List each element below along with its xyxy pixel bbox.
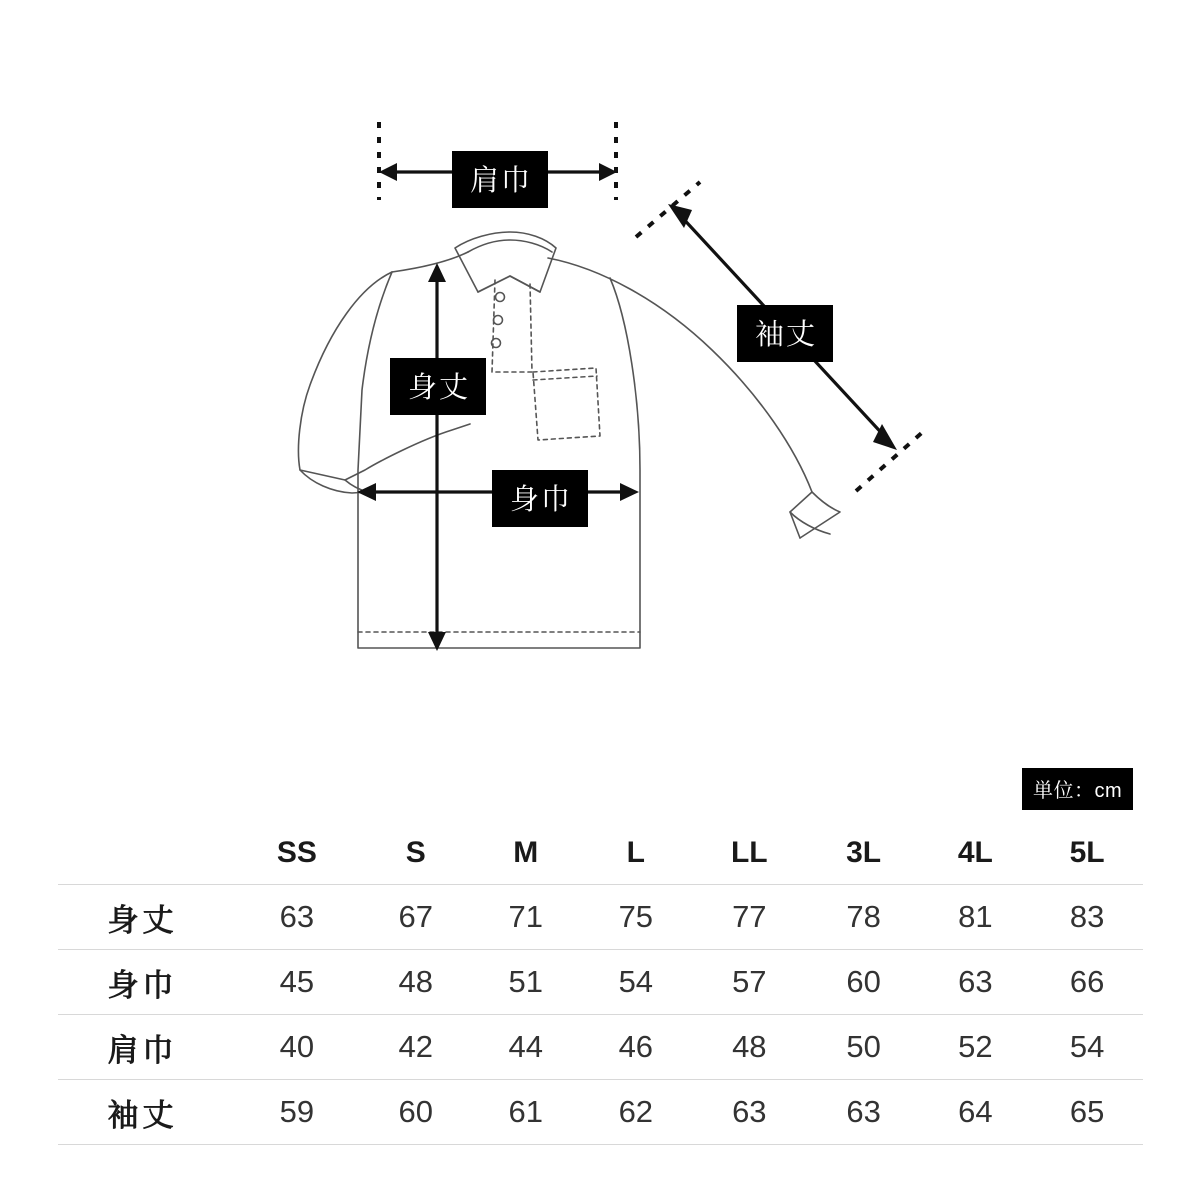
cell-body-length-3l: 78 <box>846 899 881 934</box>
column-header-l: L <box>626 836 645 869</box>
left-shoulder-line <box>392 252 468 272</box>
column-header-3l: 3L <box>846 836 882 869</box>
label-body-width: 身巾 <box>492 470 588 527</box>
body-width-arrow-head-right <box>620 483 639 501</box>
chest-pocket-hem <box>533 376 597 380</box>
table-body <box>58 885 1143 1145</box>
cell-shoulder-width-ss: 40 <box>279 1029 315 1064</box>
cell-sleeve-length-m: 61 <box>508 1094 544 1129</box>
cell-shoulder-width-3l: 50 <box>846 1029 881 1064</box>
cell-body-length-ll: 77 <box>732 899 767 934</box>
button-3 <box>492 339 501 348</box>
cell-body-width-5l: 66 <box>1069 964 1105 999</box>
cell-sleeve-length-l: 62 <box>618 1094 654 1129</box>
cell-shoulder-width-l: 46 <box>618 1029 654 1064</box>
row-header-sleeve-length: 袖丈 <box>107 1097 178 1133</box>
table-corner-cell <box>58 822 233 885</box>
cell-body-width-m: 51 <box>508 964 544 999</box>
column-header-4l: 4L <box>957 836 993 869</box>
cell-sleeve-length-ll: 63 <box>732 1094 767 1129</box>
body-outline <box>358 272 640 648</box>
cell-body-width-4l: 63 <box>958 964 993 999</box>
column-header-5l: 5L <box>1069 836 1105 869</box>
table-head <box>58 822 1143 885</box>
cell-sleeve-length-s: 60 <box>398 1094 433 1129</box>
row-header-shoulder-width: 肩巾 <box>107 1032 178 1068</box>
cell-sleeve-length-3l: 63 <box>846 1094 881 1129</box>
cell-body-length-m: 71 <box>508 899 544 934</box>
row-header-body-length: 身丈 <box>107 902 178 938</box>
column-header-m: M <box>513 836 539 869</box>
column-header-ss: SS <box>276 836 317 869</box>
body-width-arrow-head-left <box>357 483 376 501</box>
table-row <box>58 950 1143 1015</box>
label-shoulder-width: 肩巾 <box>452 151 548 208</box>
column-header-ll: LL <box>730 836 768 869</box>
button-2 <box>494 316 503 325</box>
cell-sleeve-length-ss: 59 <box>279 1094 315 1129</box>
row-header-body-width: 身巾 <box>107 967 178 1003</box>
size-table <box>58 822 1143 1145</box>
cell-shoulder-width-ll: 48 <box>732 1029 767 1064</box>
cell-shoulder-width-m: 44 <box>508 1029 544 1064</box>
table-header-row <box>58 822 1143 885</box>
shoulder-arrow-head-left <box>379 163 397 181</box>
cell-body-length-s: 67 <box>398 899 433 934</box>
cell-shoulder-width-5l: 54 <box>1069 1029 1105 1064</box>
cell-shoulder-width-s: 42 <box>398 1029 433 1064</box>
label-body-length: 身丈 <box>390 358 486 415</box>
cell-shoulder-width-4l: 52 <box>958 1029 993 1064</box>
column-header-s: S <box>405 836 426 869</box>
label-sleeve-length: 袖丈 <box>737 305 833 362</box>
button-1 <box>496 293 505 302</box>
collar-inner <box>468 240 552 252</box>
table-row <box>58 885 1143 950</box>
cell-sleeve-length-5l: 65 <box>1069 1094 1105 1129</box>
unit-badge: 単位：cm <box>1022 768 1133 810</box>
cell-body-width-l: 54 <box>618 964 654 999</box>
cell-body-length-ss: 63 <box>279 899 315 934</box>
cell-body-length-l: 75 <box>618 899 654 934</box>
table-row <box>58 1080 1143 1145</box>
cell-body-width-ss: 45 <box>279 964 315 999</box>
cell-body-width-ll: 57 <box>732 964 767 999</box>
shoulder-arrow-head-right <box>599 163 617 181</box>
table-row <box>58 1015 1143 1080</box>
cell-sleeve-length-4l: 64 <box>958 1094 993 1129</box>
collar-outline <box>455 232 556 292</box>
cell-body-width-3l: 60 <box>846 964 881 999</box>
body-length-arrow-head-top <box>428 263 446 282</box>
cell-body-length-5l: 83 <box>1069 899 1105 934</box>
cell-body-width-s: 48 <box>398 964 433 999</box>
cell-body-length-4l: 81 <box>958 899 993 934</box>
